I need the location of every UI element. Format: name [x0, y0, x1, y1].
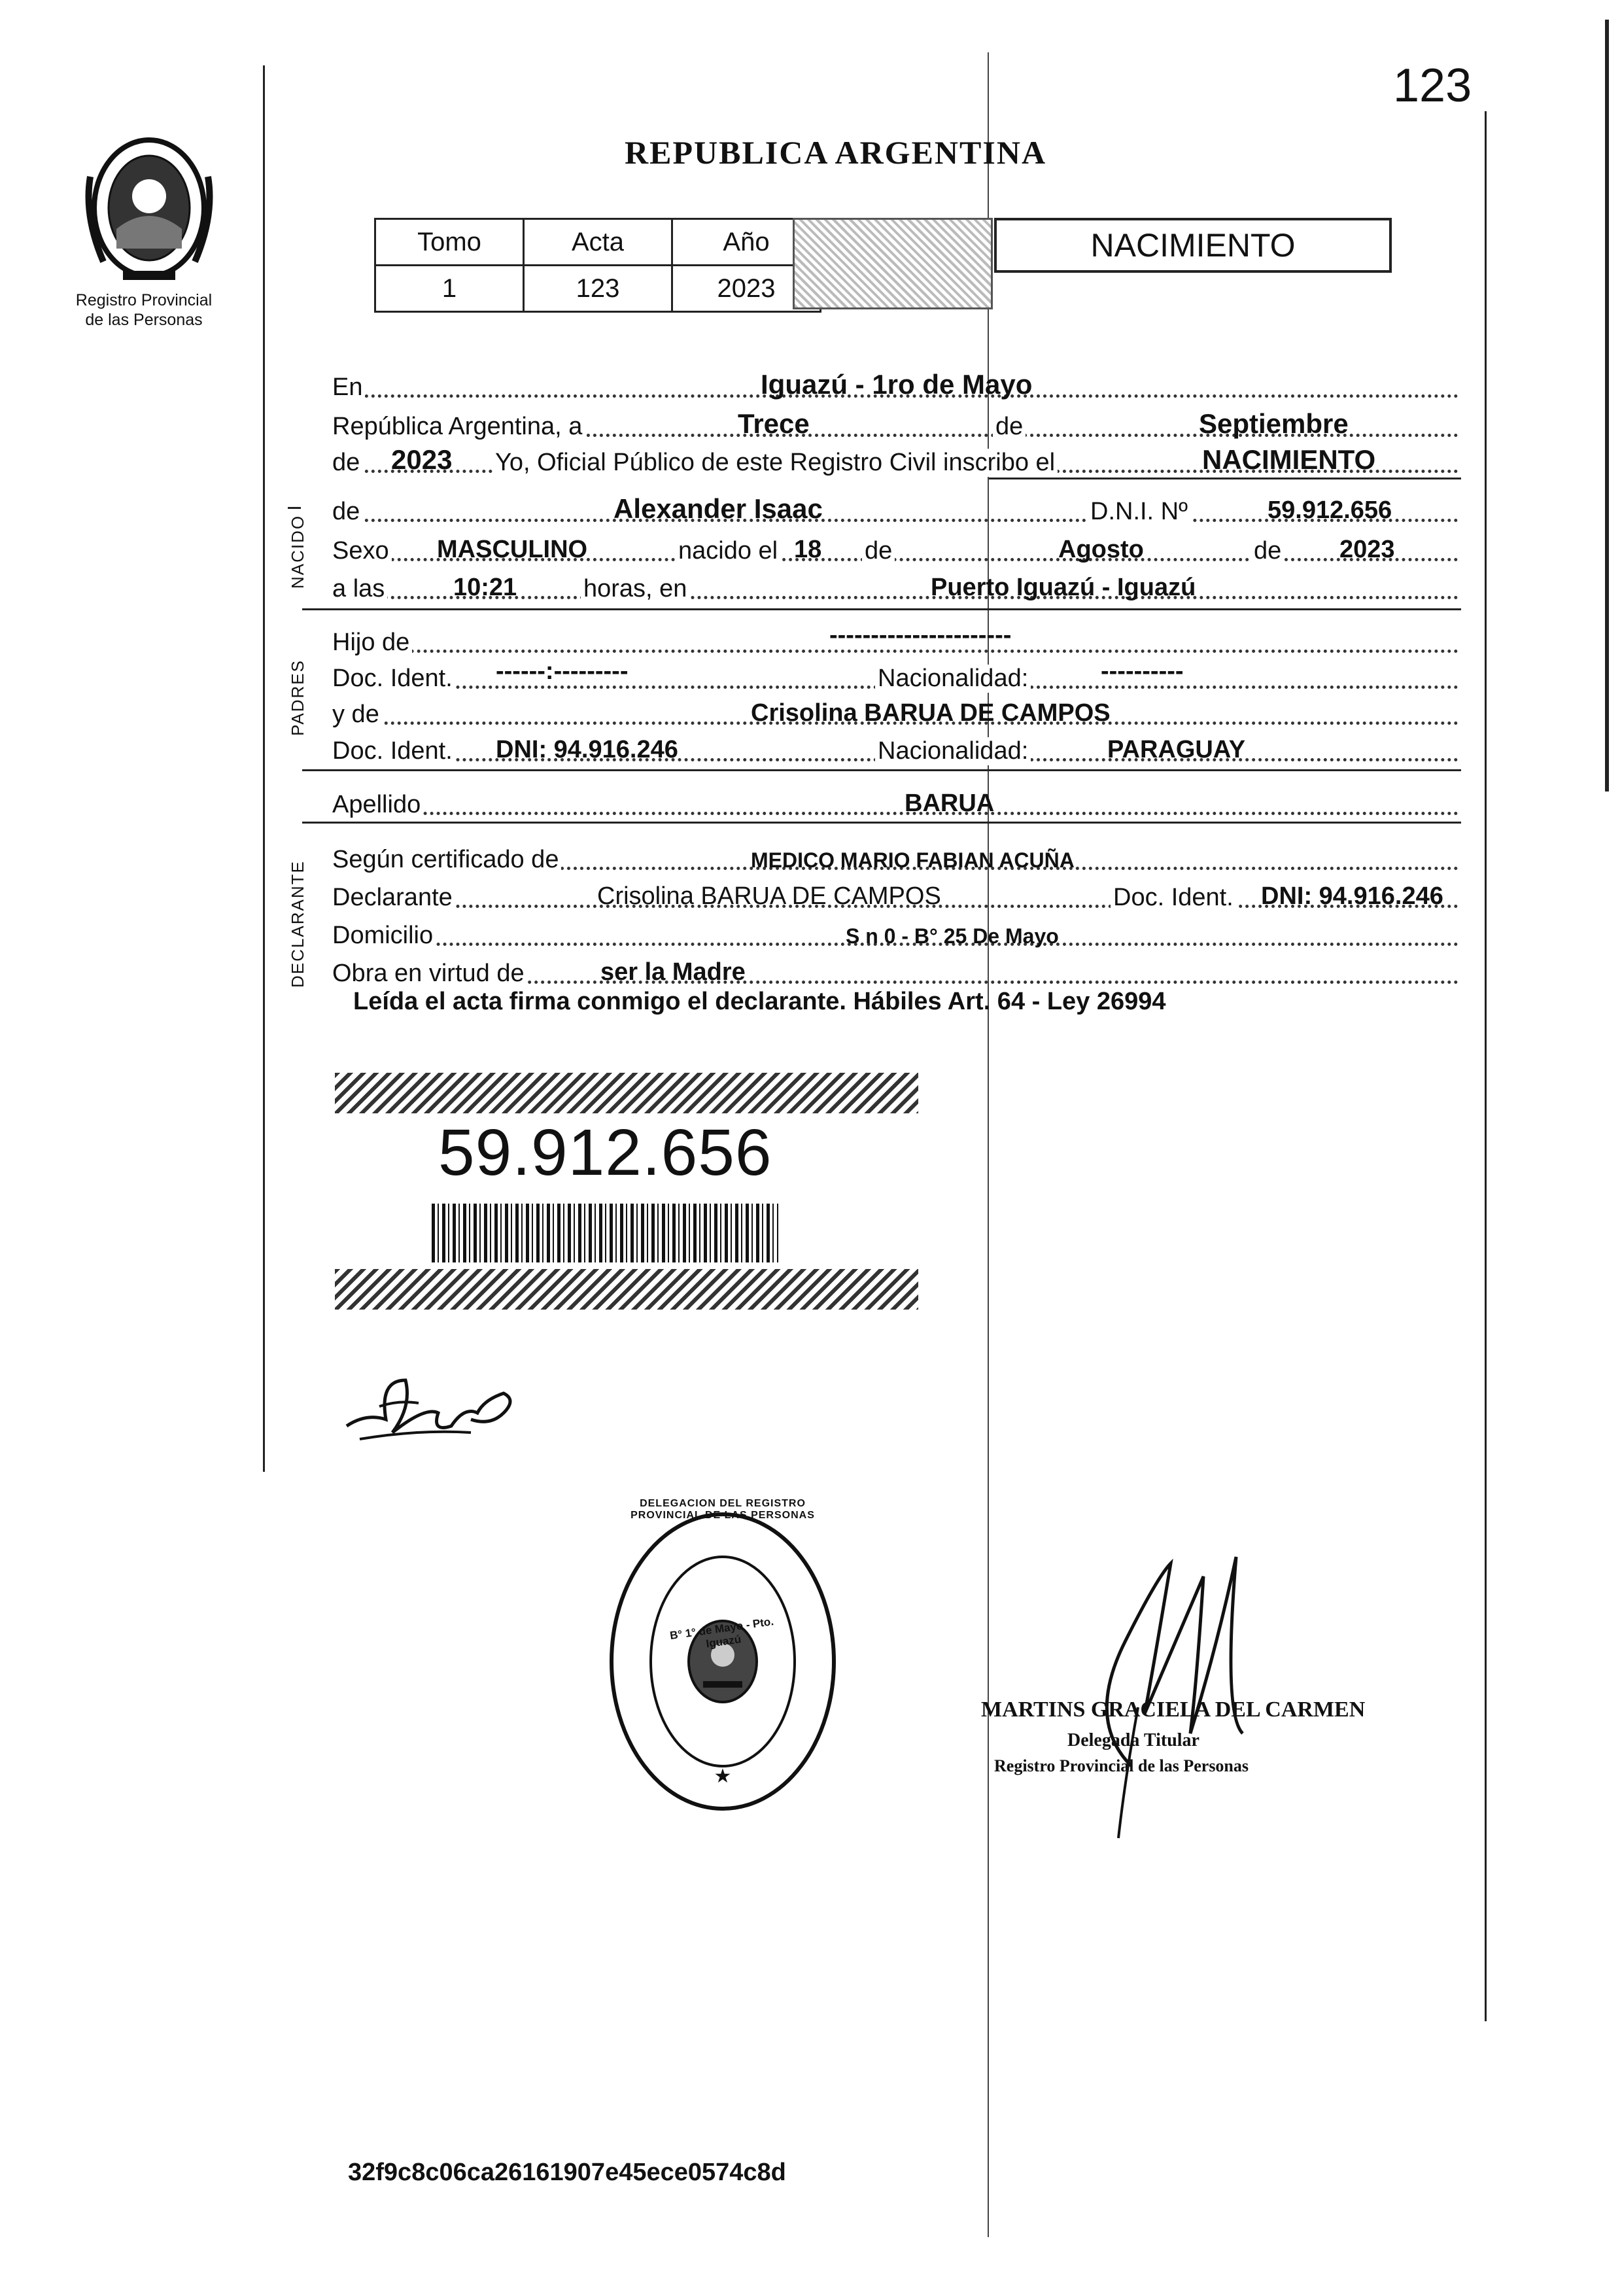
label-nac-de: de — [862, 537, 895, 565]
value-nac-dia: 18 — [794, 536, 822, 563]
label-nac-de2: de — [1251, 537, 1284, 565]
label-segun-certificado: Según certificado de — [332, 846, 561, 874]
row-hijo-de — [332, 621, 1458, 658]
value-padre-doc: ------:--------- — [496, 657, 629, 685]
label-doc-ident-madre: Doc. Ident. — [332, 737, 455, 765]
value-nombre: Alexander Isaac — [613, 493, 823, 524]
document-title: REPUBLICA ARGENTINA — [625, 134, 1047, 171]
separator-padres — [302, 769, 1461, 771]
value-lugar-nacimiento: Puerto Iguazú - Iguazú — [931, 574, 1196, 601]
side-label-nacido: NACIDO — [288, 514, 307, 589]
row-domicilio — [332, 914, 1458, 951]
label-dni: D.N.I. Nº — [1088, 498, 1190, 526]
label-hijo-de: Hijo de — [332, 629, 412, 657]
row-declarante — [332, 877, 1458, 913]
security-stamp — [793, 218, 993, 309]
label-republica: República Argentina, a — [332, 413, 585, 441]
value-madre-nacionalidad: PARAGUAY — [1107, 736, 1246, 763]
closing-statement: Leída el acta firma conmigo el declarante. Hábiles Art. 64 - Ley 26994 — [353, 988, 1166, 1015]
value-anio: 2023 — [391, 444, 453, 475]
value-certificado: MEDICO MARIO FABIAN ACUÑA — [751, 848, 1075, 872]
separator-nacido — [302, 608, 1461, 610]
table-header-acta: Acta — [524, 219, 672, 266]
section-tick — [288, 507, 301, 509]
value-hora: 10:21 — [453, 574, 517, 601]
svg-text:★: ★ — [714, 1765, 732, 1787]
row-hora — [332, 568, 1458, 604]
value-apellido: BARUA — [905, 790, 995, 817]
row-en — [332, 366, 1458, 403]
row-obra — [332, 952, 1458, 989]
label-sexo: Sexo — [332, 537, 392, 565]
label-nacido-de: de — [332, 498, 362, 526]
org-name — [39, 290, 249, 330]
label-doc-ident-padre: Doc. Ident. — [332, 665, 455, 693]
table-value-anio: 2023 — [672, 266, 821, 312]
org-name-line1: Registro Provincial — [75, 291, 213, 309]
value-dia: Trece — [738, 408, 810, 439]
table-header-anio: Año — [672, 219, 821, 266]
value-sexo: MASCULINO — [437, 536, 588, 563]
value-mes: Septiembre — [1199, 408, 1349, 439]
officer-org: Registro Provincial de las Personas — [994, 1756, 1249, 1775]
value-padre: ---------------------- — [829, 621, 1012, 649]
label-y-de: y de — [332, 701, 382, 729]
side-label-padres: PADRES — [288, 659, 307, 736]
label-en: En — [332, 374, 365, 402]
label-oficial: Yo, Oficial Público de este Registro Civil inscribo el — [492, 449, 1058, 477]
right-border-line — [1485, 111, 1487, 2021]
scan-edge-mark — [1605, 20, 1609, 791]
value-madre-doc: DNI: 94.916.246 — [496, 736, 678, 763]
row-madre-doc — [332, 730, 1458, 767]
label-domicilio: Domicilio — [332, 922, 436, 950]
label-de-anio: de — [332, 449, 362, 477]
label-apellido: Apellido — [332, 791, 423, 819]
declarant-signature — [340, 1367, 523, 1452]
label-declarante: Declarante — [332, 884, 455, 912]
dni-number-large: 59.912.656 — [438, 1116, 772, 1189]
value-declarante: Crisolina BARUA DE CAMPOS — [597, 882, 941, 910]
value-nac-mes: Agosto — [1058, 536, 1144, 563]
value-domicilio: S n 0 - B° 25 De Mayo — [846, 924, 1059, 948]
separator-apellido — [302, 822, 1461, 824]
page-number: 123 — [1393, 60, 1472, 112]
table-header-tomo: Tomo — [375, 219, 524, 266]
label-horas-en: horas, en — [581, 575, 689, 603]
seal-ring-text: DELEGACION DEL REGISTRO PROVINCIAL DE LAS PERSONAS — [630, 1498, 815, 1521]
dni-barcode — [432, 1204, 778, 1262]
value-acto: NACIMIENTO — [1202, 444, 1376, 475]
label-doc-ident-declarante: Doc. Ident. — [1111, 884, 1236, 912]
officer-role: Delegada Titular — [1067, 1730, 1199, 1750]
registry-reference-table — [374, 218, 821, 313]
value-lugar-registro: Iguazú - 1ro de Mayo — [761, 369, 1033, 400]
value-obra: ser la Madre — [600, 958, 746, 986]
org-name-line2: de las Personas — [85, 311, 203, 329]
row-padre-doc — [332, 657, 1458, 694]
province-logo — [77, 131, 221, 288]
document-type-box: NACIMIENTO — [994, 218, 1392, 273]
value-nac-anio: 2023 — [1339, 536, 1395, 563]
seal-inner-text: B° 1° de Mayo - Pto. Iguazú — [668, 1615, 775, 1650]
row-sexo — [332, 530, 1458, 566]
label-nacionalidad-madre: Nacionalidad: — [875, 737, 1031, 765]
row-nacido-nombre — [332, 491, 1458, 527]
underline-acto — [989, 478, 1461, 479]
row-madre — [332, 693, 1458, 730]
row-apellido — [332, 784, 1458, 820]
label-nacido-el: nacido el — [676, 537, 780, 565]
security-band-top — [335, 1073, 918, 1113]
value-madre: Crisolina BARUA DE CAMPOS — [751, 699, 1111, 727]
officer-name: MARTINS GRACIELA DEL CARMEN — [981, 1697, 1366, 1722]
side-label-declarante: DECLARANTE — [288, 860, 307, 988]
left-border-line — [263, 65, 265, 1472]
value-padre-nacionalidad: ---------- — [1101, 657, 1184, 685]
label-nacionalidad-padre: Nacionalidad: — [875, 665, 1031, 693]
value-declarante-doc: DNI: 94.916.246 — [1261, 882, 1443, 910]
table-value-acta: 123 — [524, 266, 672, 312]
security-band-bottom — [335, 1269, 918, 1310]
label-a-las: a las — [332, 575, 387, 603]
row-certificado — [332, 839, 1458, 875]
row-oficial — [332, 442, 1458, 478]
label-obra: Obra en virtud de — [332, 960, 527, 988]
label-de-mes: de — [993, 413, 1026, 441]
document-hash: 32f9c8c06ca26161907e45ece0574c8d — [348, 2159, 786, 2186]
row-republica — [332, 406, 1458, 442]
table-value-tomo: 1 — [375, 266, 524, 312]
value-dni: 59.912.656 — [1268, 496, 1392, 524]
official-seal — [605, 1508, 840, 1815]
